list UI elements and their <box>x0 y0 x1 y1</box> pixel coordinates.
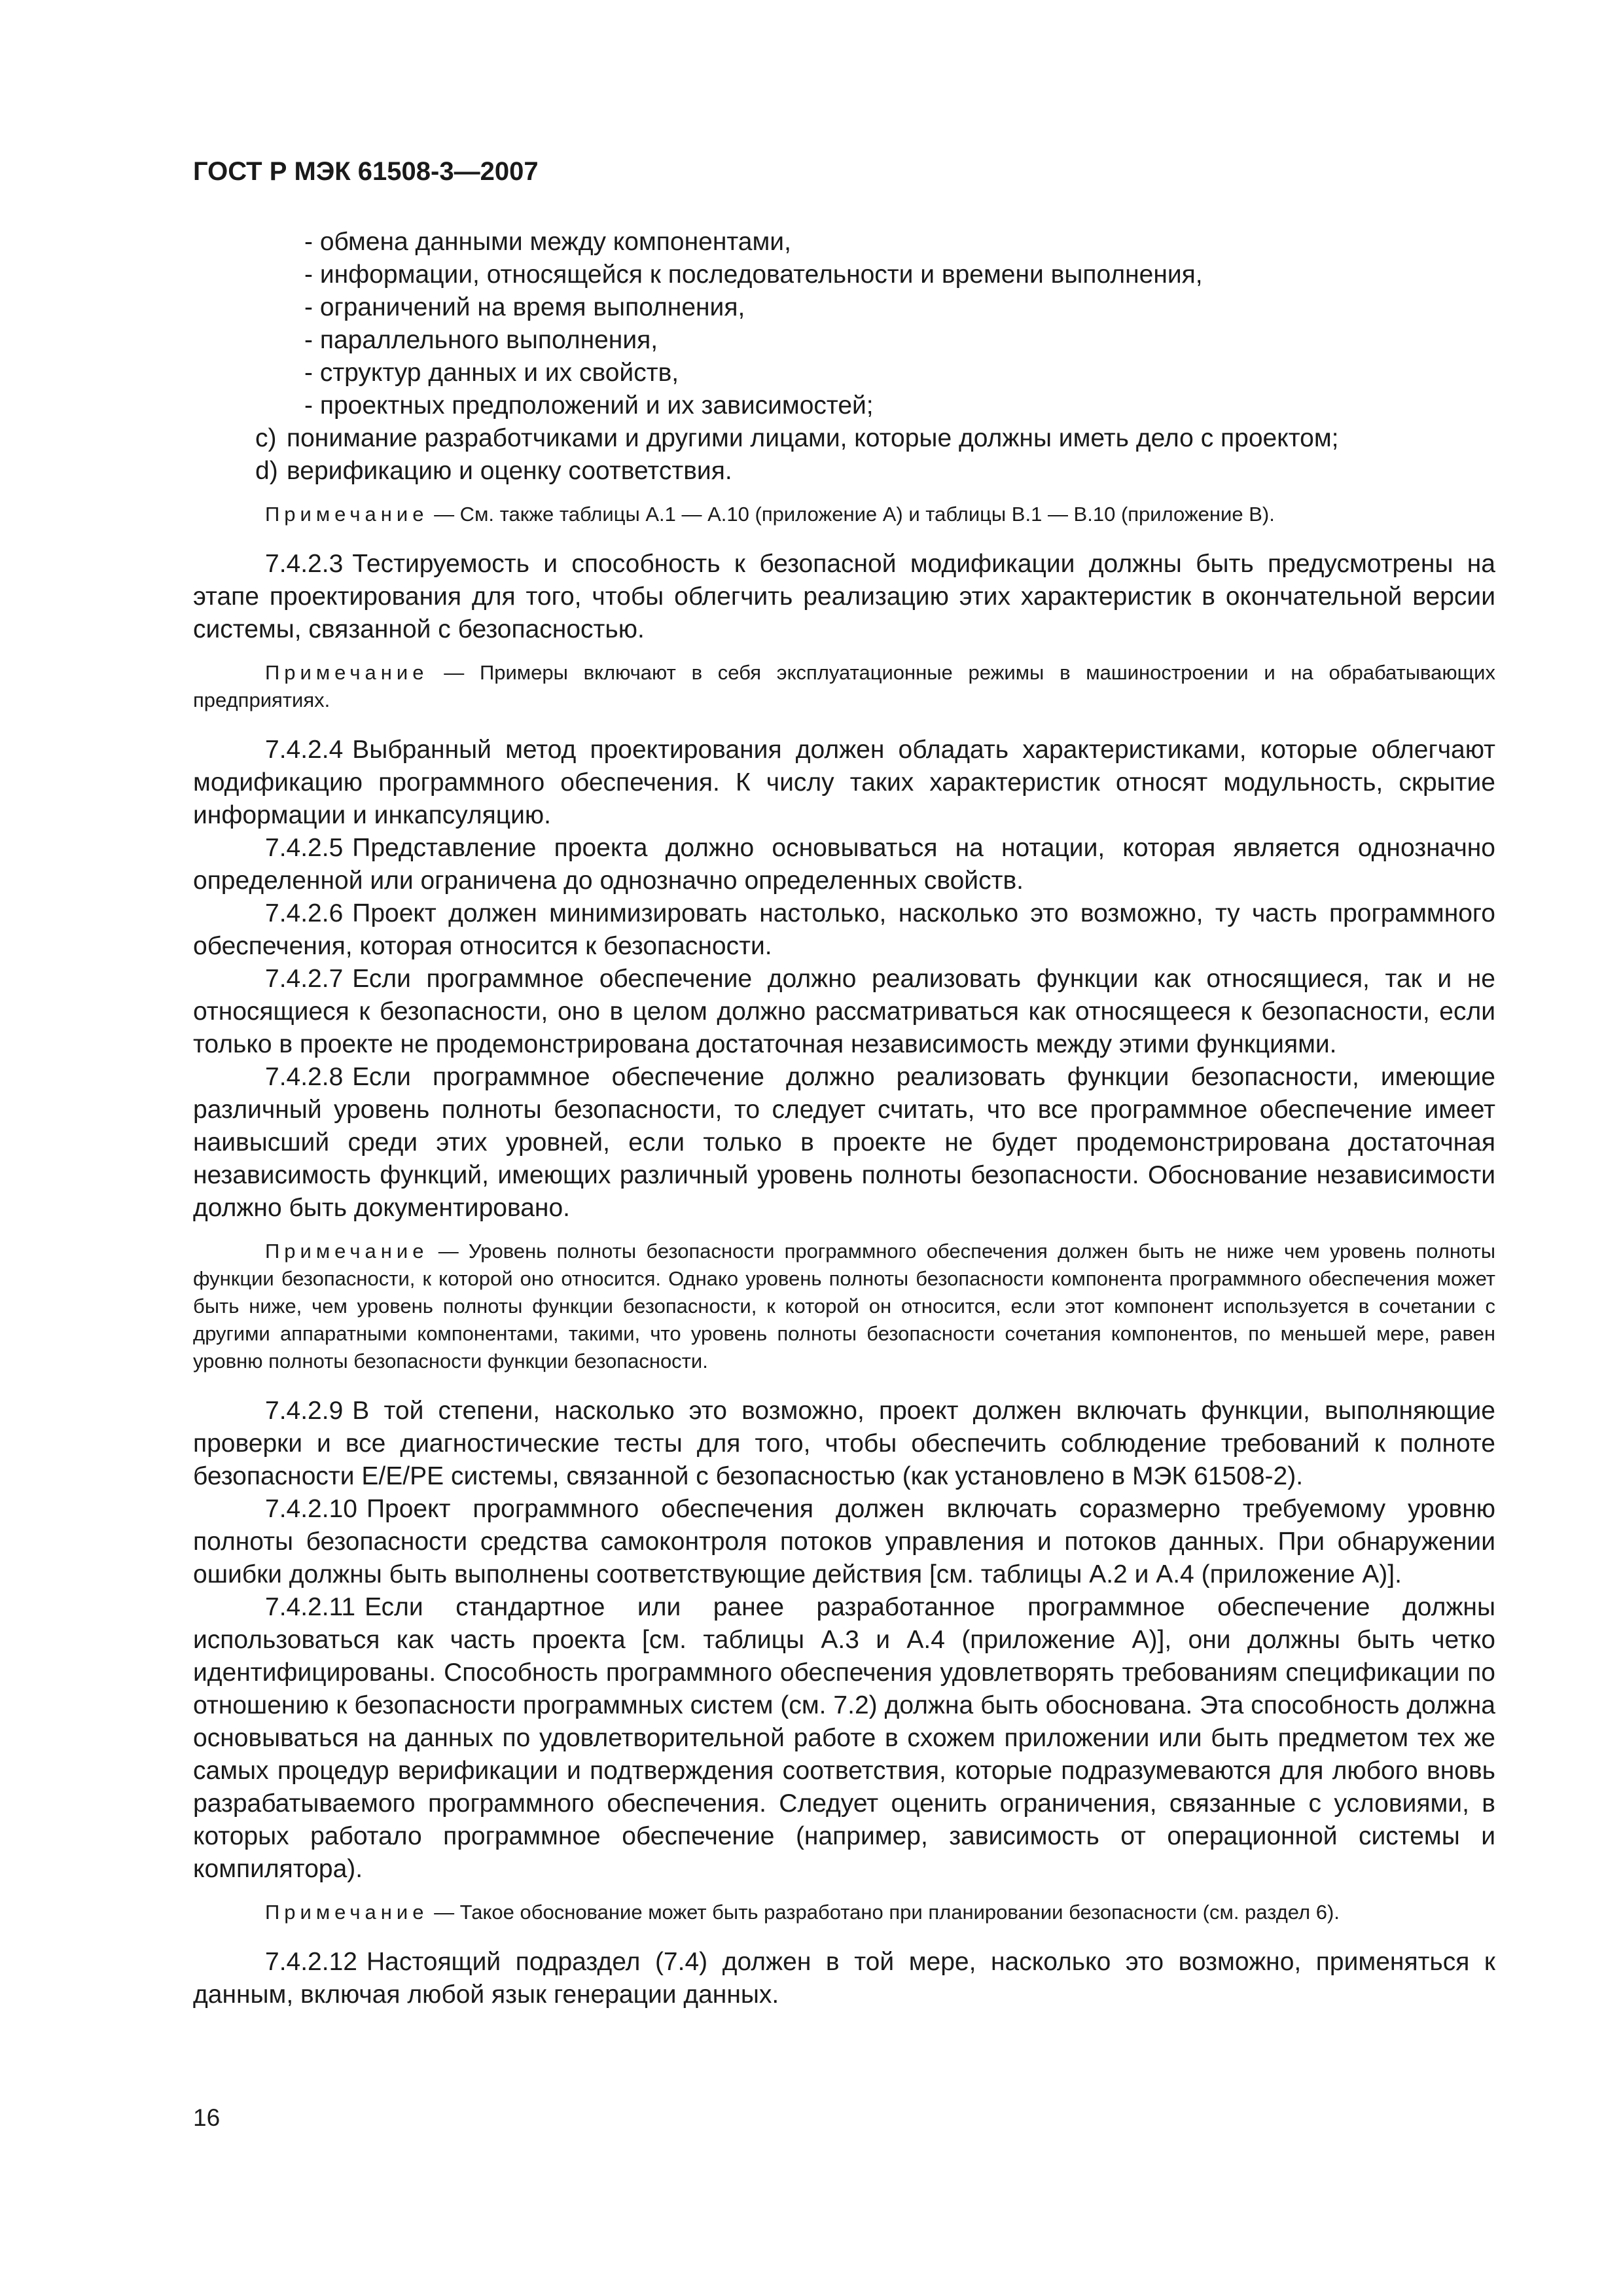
page-number: 16 <box>193 2104 221 2131</box>
note-3 <box>193 1238 1495 1375</box>
note-text: — Такое обоснование может быть разработано при планировании безопасности (см. раздел 6). <box>434 1901 1340 1924</box>
clause-number: 7.4.2.12 <box>265 1948 357 1976</box>
clause-number: 7.4.2.6 <box>265 899 344 927</box>
list-item: - информации, относящейся к последовательности и времени выполнения, <box>304 260 1203 289</box>
paragraph-text: Проект должен минимизировать настолько, насколько это возможно, ту часть программного обеспечения, которая относится к безопасности. <box>193 899 1495 960</box>
clause-number: 7.4.2.5 <box>265 834 344 862</box>
paragraph-7-4-2-10 <box>193 1493 1495 1591</box>
paragraph-text: Настоящий подраздел (7.4) должен в той мере, насколько это возможно, применяться к данным, включая любой язык генерации данных. <box>193 1948 1495 2009</box>
paragraph-text: Если программное обеспечение должно реализовать функции как относящиеся, так и не относящиеся к безопасности, оно в целом должно рассматриваться как относящееся к безопасности, если только в проекте не продемонстрирована достаточная независимость между этими функциями. <box>193 965 1495 1058</box>
paragraph-text: Тестируемость и способность к безопасной модификации должны быть предусмотрены на этапе проектирования для того, чтобы облегчить реализацию этих характеристик в окончательной версии системы, связанной с безопасностью. <box>193 550 1495 643</box>
clause-number: 7.4.2.11 <box>265 1593 356 1621</box>
paragraph-7-4-2-5 <box>193 832 1495 897</box>
clause-number: 7.4.2.4 <box>265 736 344 764</box>
note-text: — См. также таблицы А.1 — А.10 (приложение А) и таблицы В.1 — В.10 (приложение В). <box>434 503 1275 526</box>
paragraph-7-4-2-11 <box>193 1591 1495 1886</box>
paragraph-text: В той степени, насколько это возможно, проект должен включать функции, выполняющие проверки и все диагностические тесты для того, чтобы обеспечить соблюдение требований к полноте безопасности Е/Е/РЕ системы, связанной с безопасностью (как установлено в МЭК 61508-2). <box>193 1397 1495 1490</box>
paragraph-7-4-2-4 <box>193 734 1495 832</box>
note-label: Примечание <box>265 1901 429 1924</box>
list-item-c <box>193 422 1495 455</box>
note-label: Примечание <box>265 503 429 526</box>
paragraph-text: Выбранный метод проектирования должен обладать характеристиками, которые облегчают модификацию программного обеспечения. К числу таких характеристик относят модульность, скрытие информации и инкапсуляцию. <box>193 736 1495 829</box>
paragraph-7-4-2-7 <box>193 963 1495 1061</box>
paragraph-7-4-2-9 <box>193 1395 1495 1493</box>
item-text: понимание разработчиками и другими лицами, которые должны иметь дело с проектом; <box>287 424 1339 452</box>
clause-number: 7.4.2.10 <box>265 1495 357 1523</box>
clause-number: 7.4.2.3 <box>265 550 344 578</box>
note-1 <box>193 501 1495 528</box>
clause-number: 7.4.2.8 <box>265 1063 344 1091</box>
list-item-d <box>193 455 1495 488</box>
note-label: Примечание <box>265 1240 429 1263</box>
paragraph-7-4-2-12 <box>193 1946 1495 2011</box>
paragraph-7-4-2-3 <box>193 548 1495 646</box>
paragraph-text: Если стандартное или ранее разработанное программное обеспечение должны использоваться как часть проекта [см. таблицы А.3 и А.4 (приложение А)], они должны быть четко идентифицированы. Способность программного обеспечения удовлетворять требованиям спецификации по отношению к безопасности программных систем (см. 7.2) должна быть обоснована. Эта способность должна основываться на данных по удовлетворительной работе в схожем приложении или быть предметом тех же самых процедур верификации и подтверждения соответствия, которые подразумеваются для любого вновь разрабатываемого программного обеспечения. Следует оценить ограничения, связанные с условиями, в которых работало программное обеспечение (например, зависимость от операционной системы и компилятора). <box>193 1593 1495 1883</box>
list-item: - проектных предположений и их зависимостей; <box>304 391 874 420</box>
paragraph-7-4-2-8 <box>193 1061 1495 1225</box>
item-label: d) <box>255 457 278 485</box>
note-4 <box>193 1899 1495 1926</box>
note-2 <box>193 659 1495 714</box>
document-body <box>193 226 1495 2011</box>
item-text: верификацию и оценку соответствия. <box>287 457 732 485</box>
list-item: - параллельного выполнения, <box>304 326 658 354</box>
clause-number: 7.4.2.7 <box>265 965 344 993</box>
document-header: ГОСТ Р МЭК 61508-3—2007 <box>193 157 539 186</box>
clause-number: 7.4.2.9 <box>265 1397 344 1425</box>
list-item: - ограничений на время выполнения, <box>304 293 745 321</box>
list-item: - обмена данными между компонентами, <box>304 228 791 256</box>
note-text: — Примеры включают в себя эксплуатационные режимы в машиностроении и на обрабатывающих предприятиях. <box>193 661 1495 711</box>
paragraph-text: Представление проекта должно основываться на нотации, которая является однозначно определенной или ограничена до однозначно определенных свойств. <box>193 834 1495 895</box>
list-item: - структур данных и их свойств, <box>304 359 679 387</box>
paragraph-text: Проект программного обеспечения должен включать соразмерно требуемому уровню полноты безопасности средства самоконтроля потоков управления и потоков данных. При обнаружении ошибки должны быть выполнены соответствующие действия [см. таблицы А.2 и А.4 (приложение А)]. <box>193 1495 1495 1588</box>
note-text: — Уровень полноты безопасности программного обеспечения должен быть не ниже чем уровень полноты функции безопасности, к которой оно относится. Однако уровень полноты безопасности компонента программного обеспечения может быть ниже, чем уровень полноты функции безопасности, к которой он относится, если этот компонент используется в сочетании с другими аппаратными компонентами, такими, что уровень полноты безопасности сочетания компонентов, по меньшей мере, равен уровню полноты безопасности функции безопасности. <box>193 1240 1495 1372</box>
item-label: c) <box>255 424 277 452</box>
paragraph-text: Если программное обеспечение должно реализовать функции безопасности, имеющие различный уровень полноты безопасности, то следует считать, что все программное обеспечение имеет наивысший среди этих уровней, если только в проекте не будет продемонстрирована достаточная независимость функций, имеющих различный уровень полноты безопасности. Обоснование независимости должно быть документировано. <box>193 1063 1495 1222</box>
note-label: Примечание <box>265 661 429 684</box>
paragraph-7-4-2-6 <box>193 897 1495 963</box>
